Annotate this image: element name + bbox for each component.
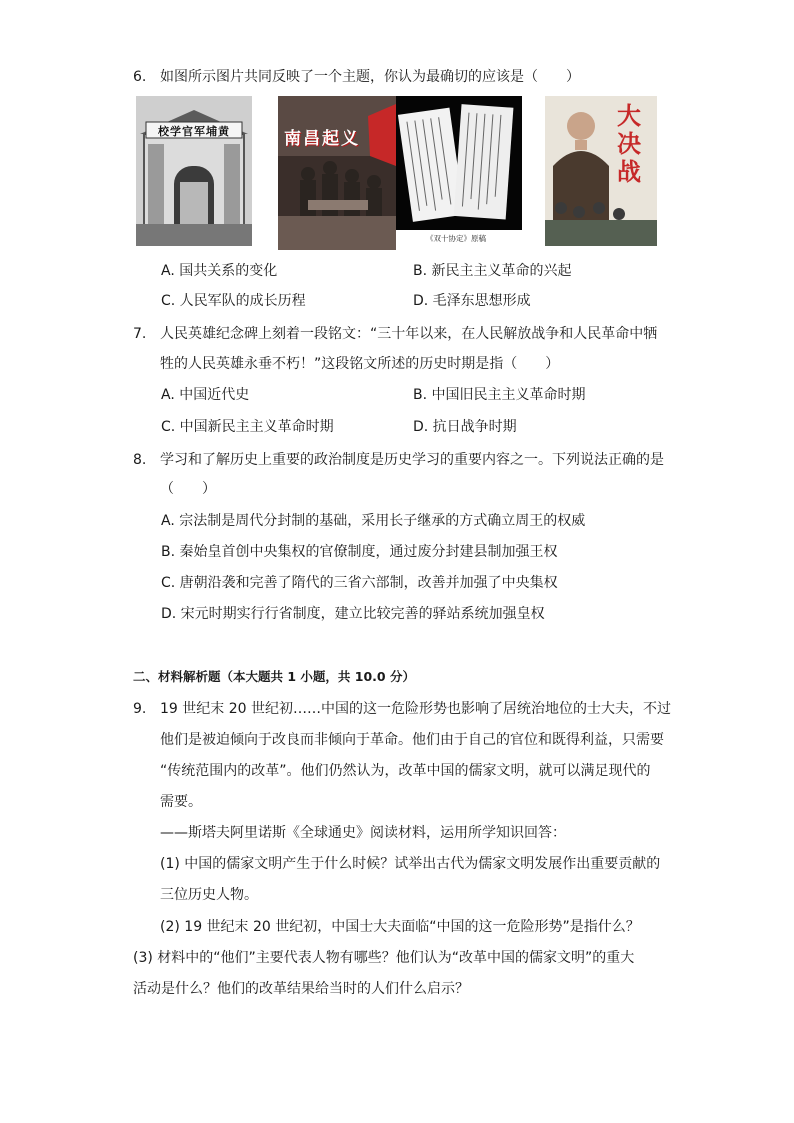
question-7-number: 7. [133,326,147,342]
q6-option-c[interactable]: C. 人民军队的成长历程 [161,293,306,309]
q7-option-d[interactable]: D. 抗日战争时期 [413,419,517,435]
question-6-stem: 如图所示图片共同反映了一个主题，你认为最确切的应该是（ ） [160,69,580,85]
question-8-stem-line-2: （ ） [160,481,216,497]
material-line-2: 他们是被迫倾向于改良而非倾向于革命。他们由于自己的官位和既得利益，只需要 [160,732,664,748]
sub-question-2: (2) 19 世纪末 20 世纪初，中国士大夫面临“中国的这一危险形势”是指什么？ [160,919,640,935]
nanchang-uprising-image [278,96,396,250]
q7-option-b[interactable]: B. 中国旧民主主义革命时期 [413,387,586,403]
sub-question-3-line-2: 活动是什么？他们的改革结果给当时的人们什么启示？ [133,981,469,997]
q8-option-a[interactable]: A. 宗法制是周代分封制的基础，采用长子继承的方式确立周王的权威 [161,513,586,529]
material-line-4: 需要。 [160,794,202,810]
q6-option-b[interactable]: B. 新民主主义革命的兴起 [413,263,572,279]
q6-option-d[interactable]: D. 毛泽东思想形成 [413,293,531,309]
sub-question-1-line-2: 三位历史人物。 [160,887,258,903]
question-8-number: 8. [133,452,147,468]
q8-option-b[interactable]: B. 秦始皇首创中央集权的官僚制度，通过废分封建县制加强王权 [161,544,558,560]
question-6-number: 6. [133,69,147,85]
q8-option-d[interactable]: D. 宋元时期实行行省制度，建立比较完善的驿站系统加强皇权 [161,606,545,622]
question-8-stem-line-1: 学习和了解历史上重要的政治制度是历史学习的重要内容之一。下列说法正确的是 [160,452,664,468]
manuscript-caption: 《双十协定》原稿 [426,234,486,243]
q7-option-c[interactable]: C. 中国新民主主义革命时期 [161,419,334,435]
decisive-battle-poster-image [545,96,657,246]
material-line-1: 19 世纪末 20 世纪初……中国的这一危险形势也影响了居统治地位的士大夫，不过 [160,701,671,717]
double-tenth-agreement-image [396,96,522,250]
material-line-3: “传统范围内的改革”。他们仍然认为，改革中国的儒家文明，就可以满足现代的 [160,763,651,779]
question-9-number: 9. [133,701,147,717]
q6-option-a[interactable]: A. 国共关系的变化 [161,263,278,279]
sub-question-1-line-1: (1) 中国的儒家文明产生于什么时候？试举出古代为儒家文明发展作出重要贡献的 [160,856,661,872]
nanchang-uprising-title: 南昌起义 [284,129,360,149]
section-2-heading: 二、材料解析题（本大题共 1 小题，共 10.0 分） [133,669,415,684]
q7-option-a[interactable]: A. 中国近代史 [161,387,250,403]
whampoa-academy-gate-image [136,96,252,246]
question-7-stem-line-1: 人民英雄纪念碑上刻着一段铭文：“三十年以来，在人民解放战争和人民革命中牺 [160,326,658,342]
q8-option-c[interactable]: C. 唐朝沿袭和完善了隋代的三省六部制，改善并加强了中央集权 [161,575,558,591]
question-7-stem-line-2: 牲的人民英雄永垂不朽！”这段铭文所述的历史时期是指（ ） [160,356,560,372]
decisive-battle-title: 大决战 [617,102,641,186]
academy-sign-text: 校学官军埔黄 [158,125,230,138]
material-source-line: ——斯塔夫阿里诺斯《全球通史》阅读材料，运用所学知识回答： [160,825,566,841]
sub-question-3-line-1: (3) 材料中的“他们”主要代表人物有哪些？他们认为“改革中国的儒家文明”的重大 [133,950,635,966]
